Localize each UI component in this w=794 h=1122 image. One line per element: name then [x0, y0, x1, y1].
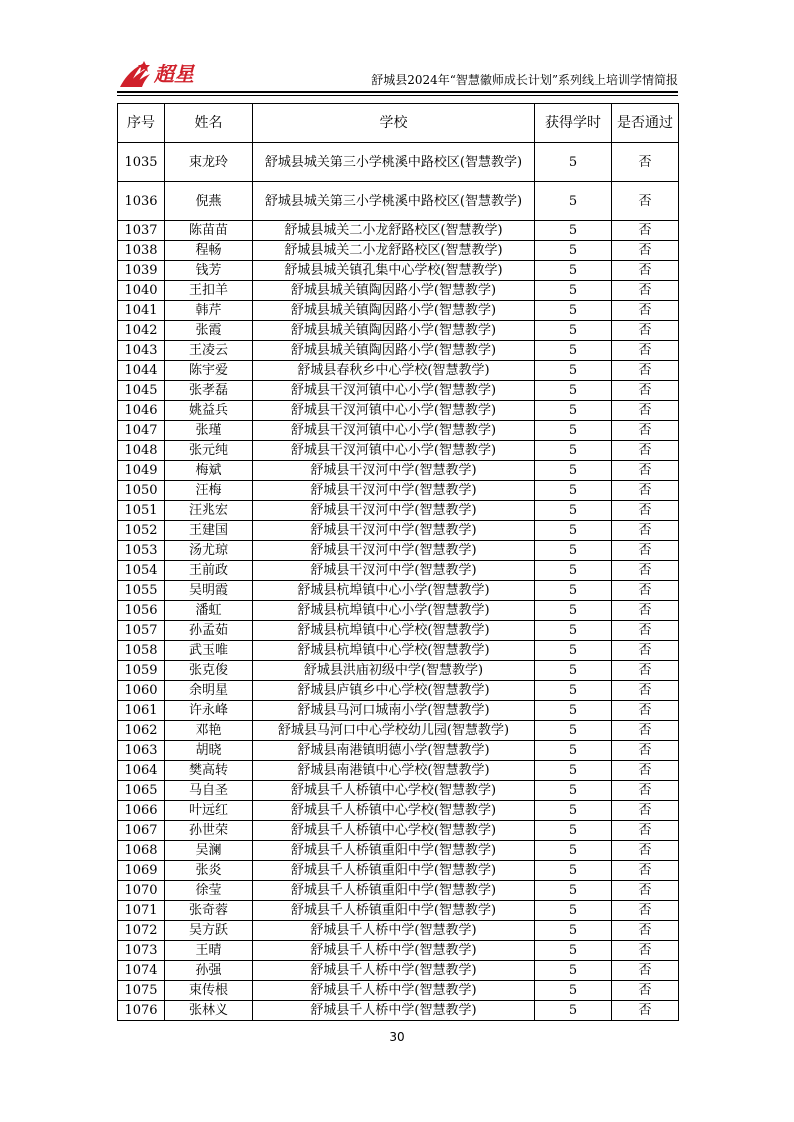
cell-school: 舒城县城关二小龙舒路校区(智慧教学)	[253, 221, 535, 241]
table-row	[118, 921, 679, 941]
cell-passed: 否	[612, 701, 679, 721]
cell-no: 1061	[118, 701, 165, 721]
cell-name: 武玉唯	[165, 641, 253, 661]
cell-name: 马自圣	[165, 781, 253, 801]
table-row	[118, 143, 679, 182]
table-row	[118, 821, 679, 841]
cell-passed: 否	[612, 541, 679, 561]
table-row	[118, 182, 679, 221]
cell-hours: 5	[535, 641, 612, 661]
cell-school: 舒城县干汊河镇中心小学(智慧教学)	[253, 441, 535, 461]
cell-name: 孙世荣	[165, 821, 253, 841]
cell-name: 胡晓	[165, 741, 253, 761]
cell-name: 张孝磊	[165, 381, 253, 401]
cell-school: 舒城县千人桥镇重阳中学(智慧教学)	[253, 841, 535, 861]
cell-no: 1046	[118, 401, 165, 421]
cell-passed: 否	[612, 361, 679, 381]
cell-hours: 5	[535, 501, 612, 521]
table-row	[118, 641, 679, 661]
cell-hours: 5	[535, 821, 612, 841]
cell-school: 舒城县千人桥镇重阳中学(智慧教学)	[253, 881, 535, 901]
cell-hours: 5	[535, 381, 612, 401]
header-divider-thin	[117, 95, 678, 96]
table-row	[118, 861, 679, 881]
table-row	[118, 221, 679, 241]
cell-school: 舒城县城关镇陶因路小学(智慧教学)	[253, 341, 535, 361]
cell-name: 张奇蓉	[165, 901, 253, 921]
cell-passed: 否	[612, 341, 679, 361]
cell-school: 舒城县城关第三小学桃溪中路校区(智慧教学)	[253, 182, 535, 221]
cell-passed: 否	[612, 521, 679, 541]
table-row	[118, 461, 679, 481]
cell-no: 1071	[118, 901, 165, 921]
table-row	[118, 741, 679, 761]
cell-name: 张霞	[165, 321, 253, 341]
cell-hours: 5	[535, 541, 612, 561]
cell-no: 1048	[118, 441, 165, 461]
cell-no: 1055	[118, 581, 165, 601]
cell-passed: 否	[612, 781, 679, 801]
table-row	[118, 981, 679, 1001]
cell-name: 吴明霞	[165, 581, 253, 601]
cell-name: 张瑾	[165, 421, 253, 441]
cell-school: 舒城县杭埠镇中心小学(智慧教学)	[253, 601, 535, 621]
svg-text:超星: 超星	[154, 62, 194, 86]
cell-name: 潘虹	[165, 601, 253, 621]
table-row	[118, 941, 679, 961]
cell-no: 1052	[118, 521, 165, 541]
cell-school: 舒城县城关镇陶因路小学(智慧教学)	[253, 301, 535, 321]
cell-passed: 否	[612, 441, 679, 461]
cell-passed: 否	[612, 661, 679, 681]
column-header-no: 序号	[118, 104, 165, 143]
cell-no: 1073	[118, 941, 165, 961]
cell-school: 舒城县千人桥镇重阳中学(智慧教学)	[253, 861, 535, 881]
cell-hours: 5	[535, 781, 612, 801]
table-row	[118, 341, 679, 361]
cell-no: 1057	[118, 621, 165, 641]
cell-passed: 否	[612, 741, 679, 761]
cell-passed: 否	[612, 681, 679, 701]
cell-name: 汪梅	[165, 481, 253, 501]
table-row	[118, 881, 679, 901]
cell-no: 1066	[118, 801, 165, 821]
cell-no: 1038	[118, 241, 165, 261]
cell-no: 1070	[118, 881, 165, 901]
cell-school: 舒城县城关镇陶因路小学(智慧教学)	[253, 281, 535, 301]
cell-hours: 5	[535, 521, 612, 541]
cell-passed: 否	[612, 261, 679, 281]
table-row	[118, 621, 679, 641]
cell-passed: 否	[612, 421, 679, 441]
table-row	[118, 1001, 679, 1021]
cell-school: 舒城县杭埠镇中心学校(智慧教学)	[253, 641, 535, 661]
chaoxing-logo	[118, 57, 198, 89]
column-header-name: 姓名	[165, 104, 253, 143]
cell-hours: 5	[535, 741, 612, 761]
cell-passed: 否	[612, 321, 679, 341]
cell-no: 1050	[118, 481, 165, 501]
cell-hours: 5	[535, 681, 612, 701]
cell-no: 1069	[118, 861, 165, 881]
cell-no: 1058	[118, 641, 165, 661]
cell-no: 1060	[118, 681, 165, 701]
cell-no: 1056	[118, 601, 165, 621]
cell-hours: 5	[535, 601, 612, 621]
cell-hours: 5	[535, 421, 612, 441]
cell-no: 1036	[118, 182, 165, 221]
cell-school: 舒城县千人桥中学(智慧教学)	[253, 1001, 535, 1021]
chaoxing-logo-icon	[118, 57, 198, 89]
cell-name: 汤尤琼	[165, 541, 253, 561]
cell-no: 1072	[118, 921, 165, 941]
cell-passed: 否	[612, 921, 679, 941]
table-row	[118, 721, 679, 741]
cell-no: 1074	[118, 961, 165, 981]
cell-name: 樊高转	[165, 761, 253, 781]
table-row	[118, 601, 679, 621]
cell-name: 孙强	[165, 961, 253, 981]
cell-passed: 否	[612, 601, 679, 621]
cell-hours: 5	[535, 241, 612, 261]
cell-name: 梅斌	[165, 461, 253, 481]
cell-name: 王前政	[165, 561, 253, 581]
cell-school: 舒城县千人桥中学(智慧教学)	[253, 981, 535, 1001]
cell-passed: 否	[612, 561, 679, 581]
cell-school: 舒城县干汊河中学(智慧教学)	[253, 481, 535, 501]
cell-hours: 5	[535, 221, 612, 241]
cell-passed: 否	[612, 641, 679, 661]
cell-passed: 否	[612, 821, 679, 841]
cell-name: 姚益兵	[165, 401, 253, 421]
cell-school: 舒城县洪庙初级中学(智慧教学)	[253, 661, 535, 681]
cell-passed: 否	[612, 981, 679, 1001]
cell-passed: 否	[612, 881, 679, 901]
cell-no: 1062	[118, 721, 165, 741]
cell-name: 汪兆宏	[165, 501, 253, 521]
cell-name: 许永峰	[165, 701, 253, 721]
table-row	[118, 901, 679, 921]
cell-hours: 5	[535, 361, 612, 381]
cell-hours: 5	[535, 701, 612, 721]
cell-no: 1039	[118, 261, 165, 281]
table-header-row	[118, 104, 679, 143]
cell-hours: 5	[535, 1001, 612, 1021]
cell-school: 舒城县千人桥中学(智慧教学)	[253, 961, 535, 981]
table-row	[118, 501, 679, 521]
table-row	[118, 261, 679, 281]
cell-no: 1047	[118, 421, 165, 441]
cell-school: 舒城县干汊河镇中心小学(智慧教学)	[253, 421, 535, 441]
cell-school: 舒城县干汊河中学(智慧教学)	[253, 501, 535, 521]
cell-no: 1054	[118, 561, 165, 581]
cell-school: 舒城县干汊河中学(智慧教学)	[253, 521, 535, 541]
cell-hours: 5	[535, 841, 612, 861]
table-row	[118, 561, 679, 581]
table-row	[118, 361, 679, 381]
cell-school: 舒城县城关二小龙舒路校区(智慧教学)	[253, 241, 535, 261]
cell-no: 1075	[118, 981, 165, 1001]
cell-passed: 否	[612, 501, 679, 521]
cell-school: 舒城县城关镇孔集中心学校(智慧教学)	[253, 261, 535, 281]
table-row	[118, 401, 679, 421]
cell-passed: 否	[612, 861, 679, 881]
cell-passed: 否	[612, 961, 679, 981]
cell-hours: 5	[535, 561, 612, 581]
cell-no: 1035	[118, 143, 165, 182]
cell-school: 舒城县杭埠镇中心小学(智慧教学)	[253, 581, 535, 601]
report-title: 舒城县2024年“智慧徽师成长计划”系列线上培训学情简报	[371, 73, 678, 87]
cell-name: 束龙玲	[165, 143, 253, 182]
cell-hours: 5	[535, 182, 612, 221]
cell-passed: 否	[612, 401, 679, 421]
cell-school: 舒城县千人桥中学(智慧教学)	[253, 921, 535, 941]
cell-name: 王凌云	[165, 341, 253, 361]
cell-school: 舒城县南港镇明德小学(智慧教学)	[253, 741, 535, 761]
header-divider	[117, 91, 678, 93]
table-row	[118, 661, 679, 681]
cell-no: 1043	[118, 341, 165, 361]
cell-name: 邓艳	[165, 721, 253, 741]
cell-hours: 5	[535, 921, 612, 941]
cell-passed: 否	[612, 461, 679, 481]
cell-school: 舒城县马河口城南小学(智慧教学)	[253, 701, 535, 721]
cell-hours: 5	[535, 901, 612, 921]
cell-name: 余明星	[165, 681, 253, 701]
table-row	[118, 581, 679, 601]
cell-passed: 否	[612, 182, 679, 221]
cell-no: 1040	[118, 281, 165, 301]
cell-hours: 5	[535, 721, 612, 741]
cell-school: 舒城县马河口中心学校幼儿园(智慧教学)	[253, 721, 535, 741]
cell-name: 吴方跃	[165, 921, 253, 941]
cell-school: 舒城县千人桥中学(智慧教学)	[253, 941, 535, 961]
cell-name: 束传根	[165, 981, 253, 1001]
cell-name: 张林义	[165, 1001, 253, 1021]
cell-name: 张元纯	[165, 441, 253, 461]
cell-name: 吴澜	[165, 841, 253, 861]
table-row	[118, 321, 679, 341]
cell-passed: 否	[612, 241, 679, 261]
cell-passed: 否	[612, 801, 679, 821]
cell-hours: 5	[535, 661, 612, 681]
cell-no: 1065	[118, 781, 165, 801]
cell-no: 1037	[118, 221, 165, 241]
training-status-table	[117, 103, 679, 1021]
cell-school: 舒城县城关镇陶因路小学(智慧教学)	[253, 321, 535, 341]
cell-passed: 否	[612, 721, 679, 741]
cell-no: 1064	[118, 761, 165, 781]
cell-no: 1049	[118, 461, 165, 481]
cell-passed: 否	[612, 221, 679, 241]
cell-name: 韩芹	[165, 301, 253, 321]
table-row	[118, 801, 679, 821]
column-header-hours: 获得学时	[535, 104, 612, 143]
cell-school: 舒城县杭埠镇中心学校(智慧教学)	[253, 621, 535, 641]
cell-school: 舒城县春秋乡中心学校(智慧教学)	[253, 361, 535, 381]
table-row	[118, 441, 679, 461]
cell-name: 孙孟茹	[165, 621, 253, 641]
table-row	[118, 841, 679, 861]
cell-passed: 否	[612, 381, 679, 401]
table-row	[118, 421, 679, 441]
cell-hours: 5	[535, 941, 612, 961]
cell-school: 舒城县千人桥镇重阳中学(智慧教学)	[253, 901, 535, 921]
cell-hours: 5	[535, 281, 612, 301]
cell-hours: 5	[535, 581, 612, 601]
cell-hours: 5	[535, 441, 612, 461]
cell-passed: 否	[612, 143, 679, 182]
cell-hours: 5	[535, 961, 612, 981]
cell-passed: 否	[612, 281, 679, 301]
cell-no: 1041	[118, 301, 165, 321]
cell-no: 1076	[118, 1001, 165, 1021]
cell-hours: 5	[535, 981, 612, 1001]
cell-hours: 5	[535, 321, 612, 341]
cell-no: 1042	[118, 321, 165, 341]
cell-passed: 否	[612, 941, 679, 961]
cell-passed: 否	[612, 481, 679, 501]
cell-school: 舒城县干汊河镇中心小学(智慧教学)	[253, 381, 535, 401]
cell-school: 舒城县千人桥镇中心学校(智慧教学)	[253, 801, 535, 821]
cell-school: 舒城县干汊河中学(智慧教学)	[253, 541, 535, 561]
cell-school: 舒城县城关第三小学桃溪中路校区(智慧教学)	[253, 143, 535, 182]
table-row	[118, 781, 679, 801]
cell-school: 舒城县干汊河中学(智慧教学)	[253, 561, 535, 581]
cell-school: 舒城县南港镇中心学校(智慧教学)	[253, 761, 535, 781]
cell-no: 1045	[118, 381, 165, 401]
cell-name: 徐莹	[165, 881, 253, 901]
cell-name: 钱芳	[165, 261, 253, 281]
cell-hours: 5	[535, 861, 612, 881]
cell-no: 1044	[118, 361, 165, 381]
cell-hours: 5	[535, 261, 612, 281]
table-row	[118, 241, 679, 261]
cell-hours: 5	[535, 341, 612, 361]
page-number: 30	[389, 1030, 405, 1044]
cell-hours: 5	[535, 761, 612, 781]
cell-name: 王扣羊	[165, 281, 253, 301]
cell-school: 舒城县千人桥镇中心学校(智慧教学)	[253, 781, 535, 801]
cell-no: 1067	[118, 821, 165, 841]
cell-no: 1053	[118, 541, 165, 561]
cell-hours: 5	[535, 301, 612, 321]
cell-passed: 否	[612, 581, 679, 601]
cell-name: 张克俊	[165, 661, 253, 681]
cell-school: 舒城县庐镇乡中心学校(智慧教学)	[253, 681, 535, 701]
cell-no: 1068	[118, 841, 165, 861]
cell-no: 1063	[118, 741, 165, 761]
table-row	[118, 481, 679, 501]
cell-school: 舒城县干汊河镇中心小学(智慧教学)	[253, 401, 535, 421]
table-row	[118, 301, 679, 321]
cell-name: 程畅	[165, 241, 253, 261]
cell-name: 陈宇爱	[165, 361, 253, 381]
table-row	[118, 761, 679, 781]
cell-name: 陈苗苗	[165, 221, 253, 241]
cell-no: 1059	[118, 661, 165, 681]
cell-passed: 否	[612, 301, 679, 321]
cell-hours: 5	[535, 621, 612, 641]
table-row	[118, 681, 679, 701]
cell-passed: 否	[612, 1001, 679, 1021]
cell-passed: 否	[612, 901, 679, 921]
cell-name: 王建国	[165, 521, 253, 541]
cell-passed: 否	[612, 761, 679, 781]
table-row	[118, 381, 679, 401]
table-row	[118, 961, 679, 981]
cell-school: 舒城县千人桥镇中心学校(智慧教学)	[253, 821, 535, 841]
cell-name: 叶远红	[165, 801, 253, 821]
cell-school: 舒城县干汊河中学(智慧教学)	[253, 461, 535, 481]
table-row	[118, 281, 679, 301]
cell-hours: 5	[535, 143, 612, 182]
cell-name: 张炎	[165, 861, 253, 881]
column-header-passed: 是否通过	[612, 104, 679, 143]
column-header-school: 学校	[253, 104, 535, 143]
table-row	[118, 541, 679, 561]
cell-hours: 5	[535, 461, 612, 481]
cell-hours: 5	[535, 881, 612, 901]
cell-name: 倪燕	[165, 182, 253, 221]
cell-no: 1051	[118, 501, 165, 521]
cell-passed: 否	[612, 621, 679, 641]
cell-hours: 5	[535, 481, 612, 501]
cell-hours: 5	[535, 801, 612, 821]
cell-passed: 否	[612, 841, 679, 861]
cell-hours: 5	[535, 401, 612, 421]
table-row	[118, 701, 679, 721]
table-row	[118, 521, 679, 541]
cell-name: 王晴	[165, 941, 253, 961]
